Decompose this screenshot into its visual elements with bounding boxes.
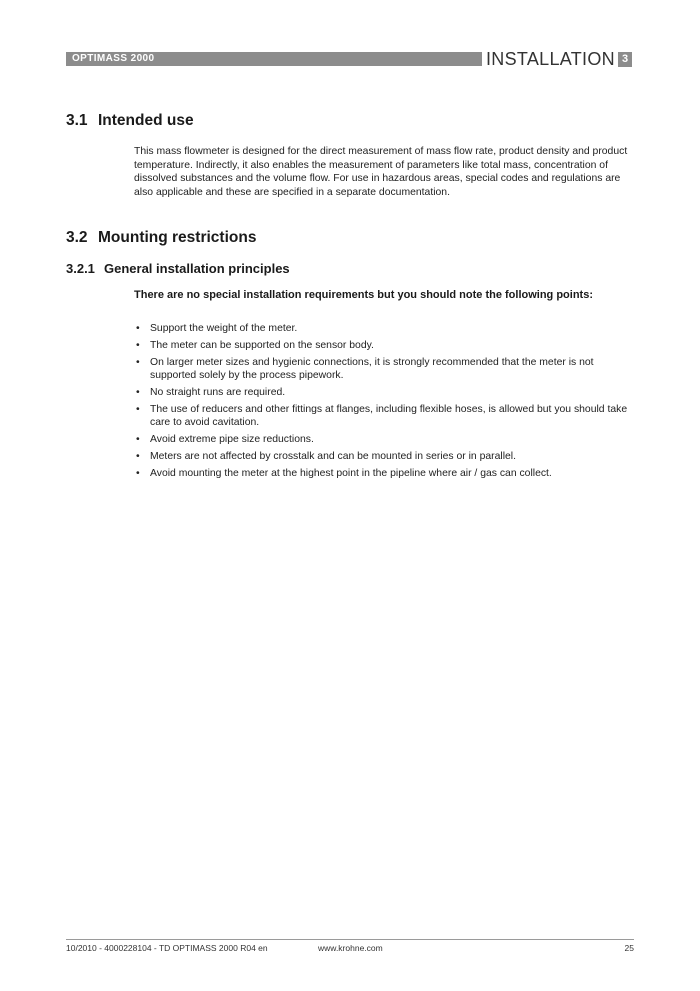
installation-lead-text: There are no special installation requirements but you should note the following points:	[134, 289, 593, 301]
bullet-icon: •	[136, 434, 140, 445]
section-3-1-number: 3.1	[66, 112, 88, 129]
list-item: • Avoid mounting the meter at the highest point in the pipeline where air / gas can collect.	[136, 468, 552, 479]
list-item: • On larger meter sizes and hygienic connections, it is strongly recommended that the meter is not supported solely by the process pipework.	[136, 357, 594, 381]
section-3-2-1-number: 3.2.1	[66, 261, 95, 276]
section-3-1-heading	[66, 112, 194, 130]
section-3-1-title: Intended use	[98, 112, 194, 129]
header-product-name: OPTIMASS 2000	[72, 53, 155, 64]
list-item: • Meters are not affected by crosstalk and can be mounted in series or in parallel.	[136, 451, 516, 462]
section-3-2-1-heading	[66, 261, 290, 276]
list-item: • The meter can be supported on the sensor body.	[136, 340, 374, 351]
section-3-2-1-title: General installation principles	[104, 261, 290, 276]
footer-website: www.krohne.com	[318, 943, 383, 953]
bullet-icon: •	[136, 340, 140, 351]
footer-divider	[66, 939, 634, 940]
bullet-icon: •	[136, 357, 140, 368]
bullet-icon: •	[136, 404, 140, 415]
bullet-icon: •	[136, 468, 140, 479]
bullet-icon: •	[136, 323, 140, 334]
installation-principles-list	[134, 322, 636, 484]
section-3-2-heading	[66, 229, 256, 247]
footer-document-info: 10/2010 - 4000228104 - TD OPTIMASS 2000 R04 en	[66, 943, 268, 953]
footer-page-number: 25	[624, 943, 634, 953]
section-3-2-number: 3.2	[66, 229, 88, 246]
header-chapter-badge: 3	[618, 52, 632, 67]
list-item: • The use of reducers and other fittings at flanges, including flexible hoses, is allowed but you should take care to avoid cavitation.	[136, 404, 628, 428]
list-item: • Support the weight of the meter.	[136, 323, 298, 334]
list-item: • Avoid extreme pipe size reductions.	[136, 434, 314, 445]
header-section-title: INSTALLATION	[486, 49, 615, 69]
section-3-1-body: This mass flowmeter is designed for the direct measurement of mass flow rate, product density and product temperature. Indirectly, it also enables the measurement of parameters like total mass, concentration of dissolved substances and the volume flow. For use in hazardous areas, special codes and regulations are also applicable and these are specified in a separate documentation.	[134, 146, 628, 198]
bullet-icon: •	[136, 387, 140, 398]
bullet-icon: •	[136, 451, 140, 462]
section-3-2-title: Mounting restrictions	[98, 229, 257, 246]
list-item: • No straight runs are required.	[136, 387, 286, 398]
